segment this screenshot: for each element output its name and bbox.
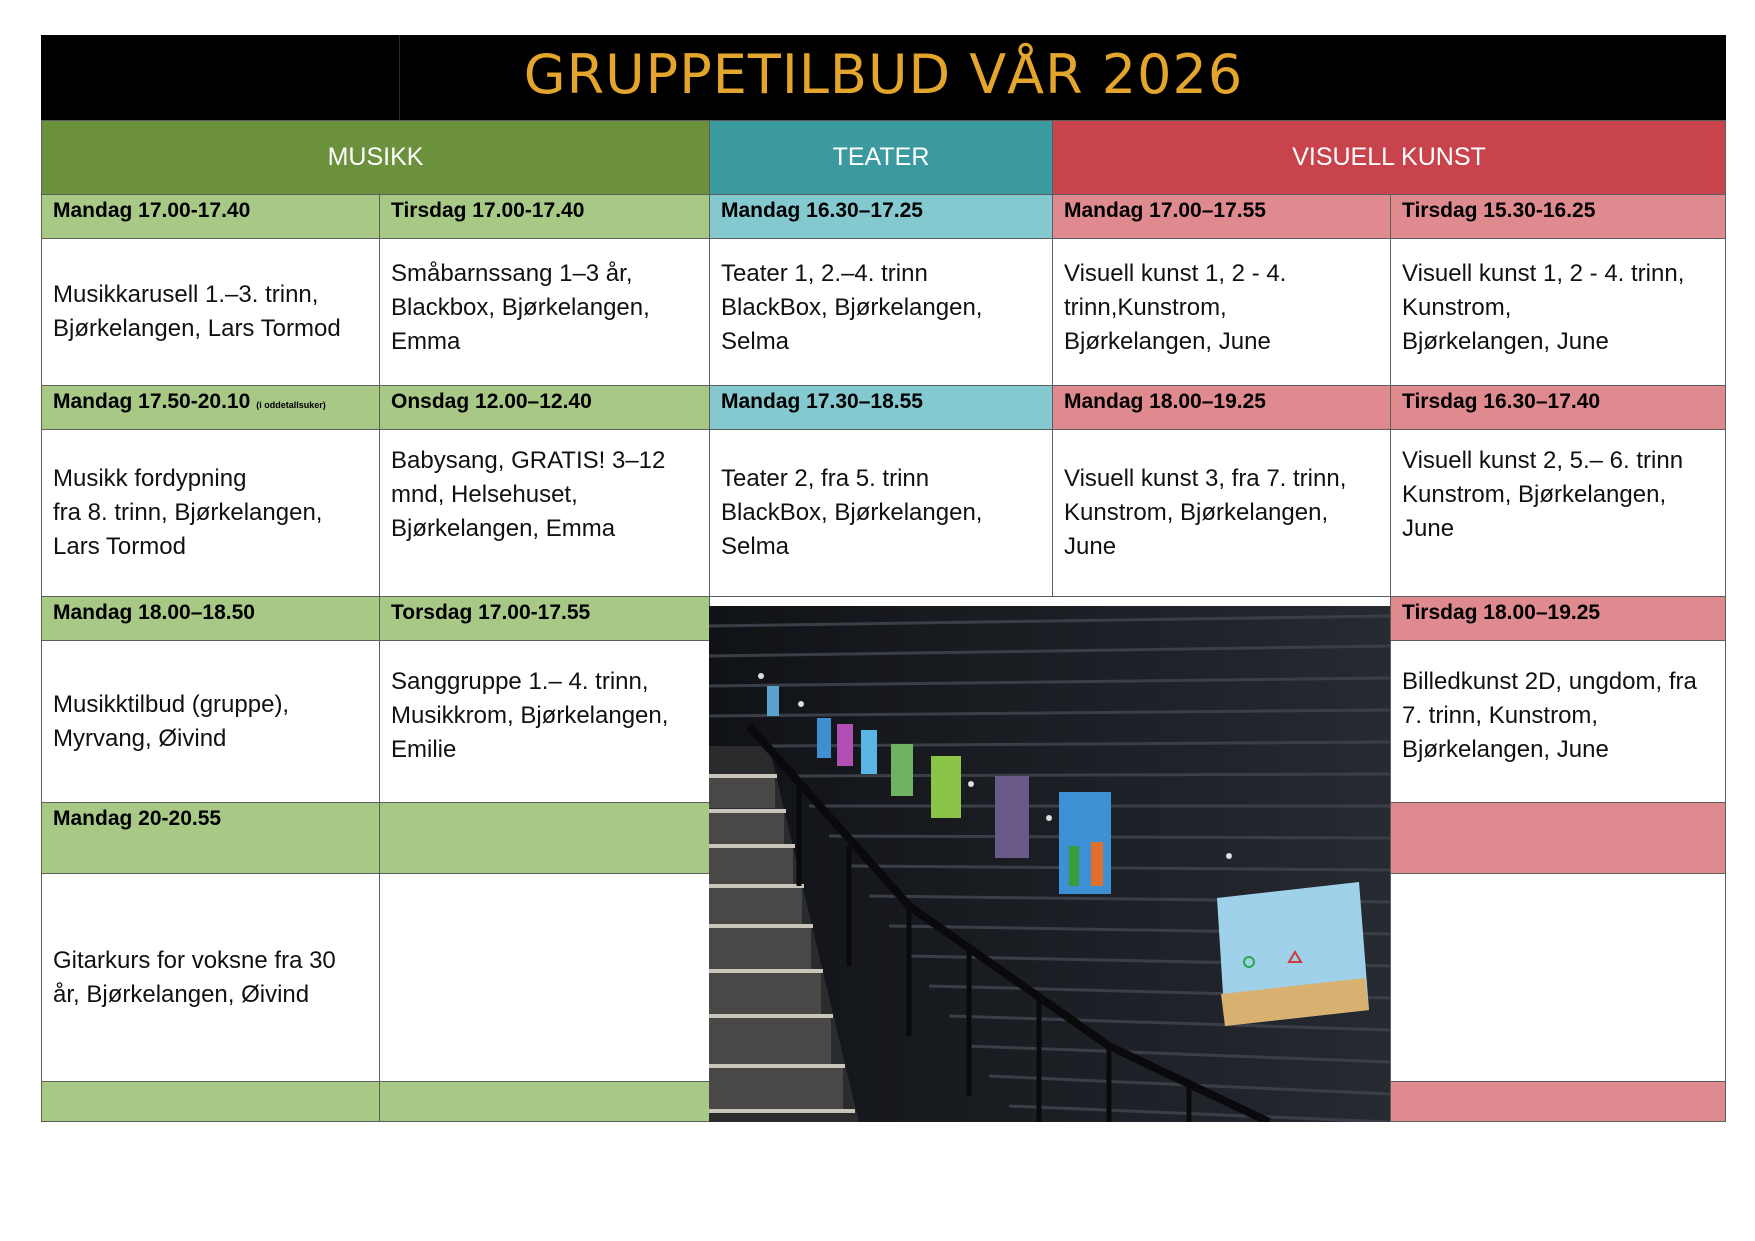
musikk-time-4 [41,802,380,874]
category-visuell-kunst: VISUELL KUNST [1052,120,1726,195]
musikk-course-1-text: Musikkarusell 1.–3. trinn, Bjørkelangen, Lars Tormod [53,281,341,342]
musikk-course-3 [41,640,380,803]
musikk2-time-2 [379,385,710,430]
musikk2-time-2-text: Onsdag 12.00–12.40 [391,390,592,413]
teater-course-1-text: Teater 1, 2.–4. trinn BlackBox, Bjørkelangen, Selma [721,260,983,355]
musikk2-time-4-empty [379,802,710,874]
musikk-footer-cell-1 [41,1081,380,1122]
category-musikk: MUSIKK [41,120,710,195]
musikk-time-2 [41,385,380,430]
kunst2-time-3-text: Tirsdag 18.00–19.25 [1402,601,1601,624]
kunst-course-2-text: Visuell kunst 3, fra 7. trinn, Kunstrom, Bjørkelangen, June [1064,465,1347,560]
teater-time-1-text: Mandag 16.30–17.25 [721,199,923,222]
musikk2-course-3-text: Sanggruppe 1.– 4. trinn, Musikkrom, Bjørkelangen, Emilie [391,668,669,763]
musikk-time-2-note: (i oddetallsuker) [256,400,326,410]
schedule-sheet [41,35,1726,1122]
musikk2-course-4-empty [379,873,710,1082]
kunst-course-2 [1052,429,1391,597]
musikk-time-1 [41,194,380,239]
musikk-course-2-text: Musikk fordypning fra 8. trinn, Bjørkelangen, Lars Tormod [53,465,323,560]
kunst-time-1 [1052,194,1391,239]
kunst2-course-1-text: Visuell kunst 1, 2 - 4. trinn, Kunstrom, Bjørkelangen, June [1402,260,1685,355]
kunst-course-1-text: Visuell kunst 1, 2 - 4. trinn,Kunstrom, Bjørkelangen, June [1064,260,1287,355]
kunst2-time-3 [1390,596,1726,641]
musikk-course-2 [41,429,380,597]
kunst2-course-1 [1390,238,1726,386]
teater-time-2 [709,385,1053,430]
musikk2-time-1 [379,194,710,239]
kunst-time-2 [1052,385,1391,430]
musikk2-time-3-text: Torsdag 17.00-17.55 [391,601,591,624]
kunst-footer-cell [1390,1081,1726,1122]
kunst2-course-2 [1390,429,1726,597]
teater-course-1 [709,238,1053,386]
kunst-time-1-text: Mandag 17.00–17.55 [1064,199,1266,222]
kunst2-time-4-empty [1390,802,1726,874]
musikk2-course-3 [379,640,710,803]
musikk-time-3 [41,596,380,641]
musikk-course-4 [41,873,380,1082]
musikk-time-1-text: Mandag 17.00-17.40 [53,199,251,222]
musikk2-course-1 [379,238,710,386]
teater-course-2-text: Teater 2, fra 5. trinn BlackBox, Bjørkelangen, Selma [721,465,983,560]
musikk2-course-2-text: Babysang, GRATIS! 3–12 mnd, Helsehuset, Bjørkelangen, Emma [391,447,666,542]
kunst2-time-1 [1390,194,1726,239]
musikk-time-3-text: Mandag 18.00–18.50 [53,601,255,624]
kunst-time-2-text: Mandag 18.00–19.25 [1064,390,1266,413]
kunst2-course-3-text: Billedkunst 2D, ungdom, fra 7. trinn, Kunstrom, Bjørkelangen, June [1402,668,1697,763]
teater-course-2 [709,429,1053,597]
kunst2-time-2 [1390,385,1726,430]
teater-time-2-text: Mandag 17.30–18.55 [721,390,923,413]
kunst2-course-3 [1390,640,1726,803]
musikk-time-4-text: Mandag 20-20.55 [53,807,222,830]
musikk2-time-1-text: Tirsdag 17.00-17.40 [391,199,585,222]
musikk2-time-3 [379,596,710,641]
musikk-course-1 [41,238,380,386]
category-teater: TEATER [709,120,1053,195]
kunst2-course-4-empty [1390,873,1726,1082]
title-bar [41,35,1726,120]
kunst2-time-1-text: Tirsdag 15.30-16.25 [1402,199,1596,222]
teater-time-1 [709,194,1053,239]
musikk2-course-2 [379,429,710,597]
kunst-course-1 [1052,238,1391,386]
kunst2-course-2-text: Visuell kunst 2, 5.– 6. trinn Kunstrom, Bjørkelangen, June [1402,447,1684,542]
musikk-footer-cell-2 [379,1081,710,1122]
musikk2-course-1-text: Småbarnssang 1–3 år, Blackbox, Bjørkelangen, Emma [391,260,650,355]
page-title: GRUPPETILBUD VÅR 2026 [523,43,1244,106]
musikk-course-3-text: Musikktilbud (gruppe), Myrvang, Øivind [53,690,290,752]
musikk-course-4-text: Gitarkurs for voksne fra 30 år, Bjørkelangen, Øivind [53,946,336,1008]
musikk-time-2-text: Mandag 17.50-20.10 [53,390,251,413]
staircase-art-gallery-photo [709,606,1390,1122]
kunst2-time-2-text: Tirsdag 16.30–17.40 [1402,390,1601,413]
